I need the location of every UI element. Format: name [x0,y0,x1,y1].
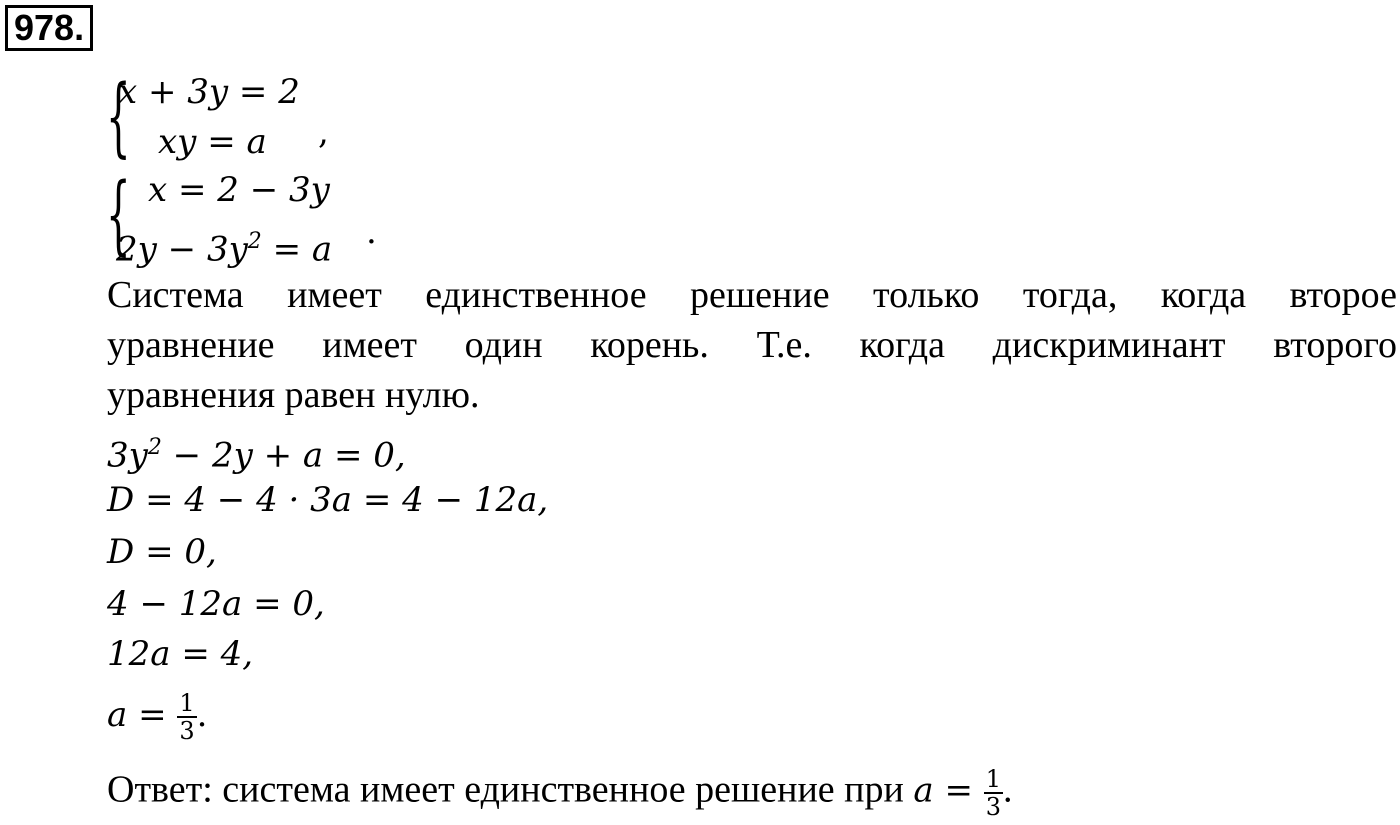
answer-line [107,766,1013,820]
step-result-period: . [196,695,208,735]
fraction-denominator: 3 [179,717,195,745]
step-quadratic-right: − 2y + a = 0, [161,435,406,476]
answer-denominator: 3 [985,793,1002,821]
step-quadratic-left: 3y [107,435,148,476]
answer-period: . [1003,768,1013,811]
system2-dot: . [366,212,377,252]
system2-eq2-exponent: 2 [247,229,262,254]
answer-text: Ответ: система имеет единственное решение при [107,768,914,811]
system2-eq2-left: 2y − 3y [116,229,248,270]
explanation-line-3: уравнения равен нулю. [107,374,480,416]
step-discriminant: D = 4 − 4 · 3a = 4 − 12a, [107,480,549,520]
system1-brace: { [106,67,131,167]
answer-var: a = [913,770,984,811]
step-result [107,690,207,744]
answer-numerator: 1 [985,765,1002,793]
system2-eq2-right: = a [261,229,333,270]
step-quadratic [107,426,406,477]
problem-number: 978. [5,5,93,51]
step-d-zero: D = 0, [107,532,217,572]
explanation-line-2: уравнение имеет один корень. Т.е. когда дискриминант второго [107,324,1397,366]
system2-brace: { [106,165,131,265]
explanation-paragraph [107,270,1397,420]
system1-eq2: xy = a [158,122,267,162]
answer-fraction [984,766,1003,820]
fraction-numerator: 1 [179,689,195,717]
step-result-var: a = [107,695,178,735]
system2-eq2 [116,220,332,271]
system1-eq1: x + 3y = 2 [118,72,300,112]
step-quadratic-exponent: 2 [147,435,162,460]
system2-eq1: x = 2 − 3y [148,170,330,210]
step-equation: 4 − 12a = 0, [107,584,325,624]
system1-comma: , [318,112,329,152]
step-result-fraction [177,690,196,744]
step-12a: 12a = 4, [107,634,254,674]
explanation-line-1: Система имеет единственное решение только тогда, когда второе [107,274,1397,316]
